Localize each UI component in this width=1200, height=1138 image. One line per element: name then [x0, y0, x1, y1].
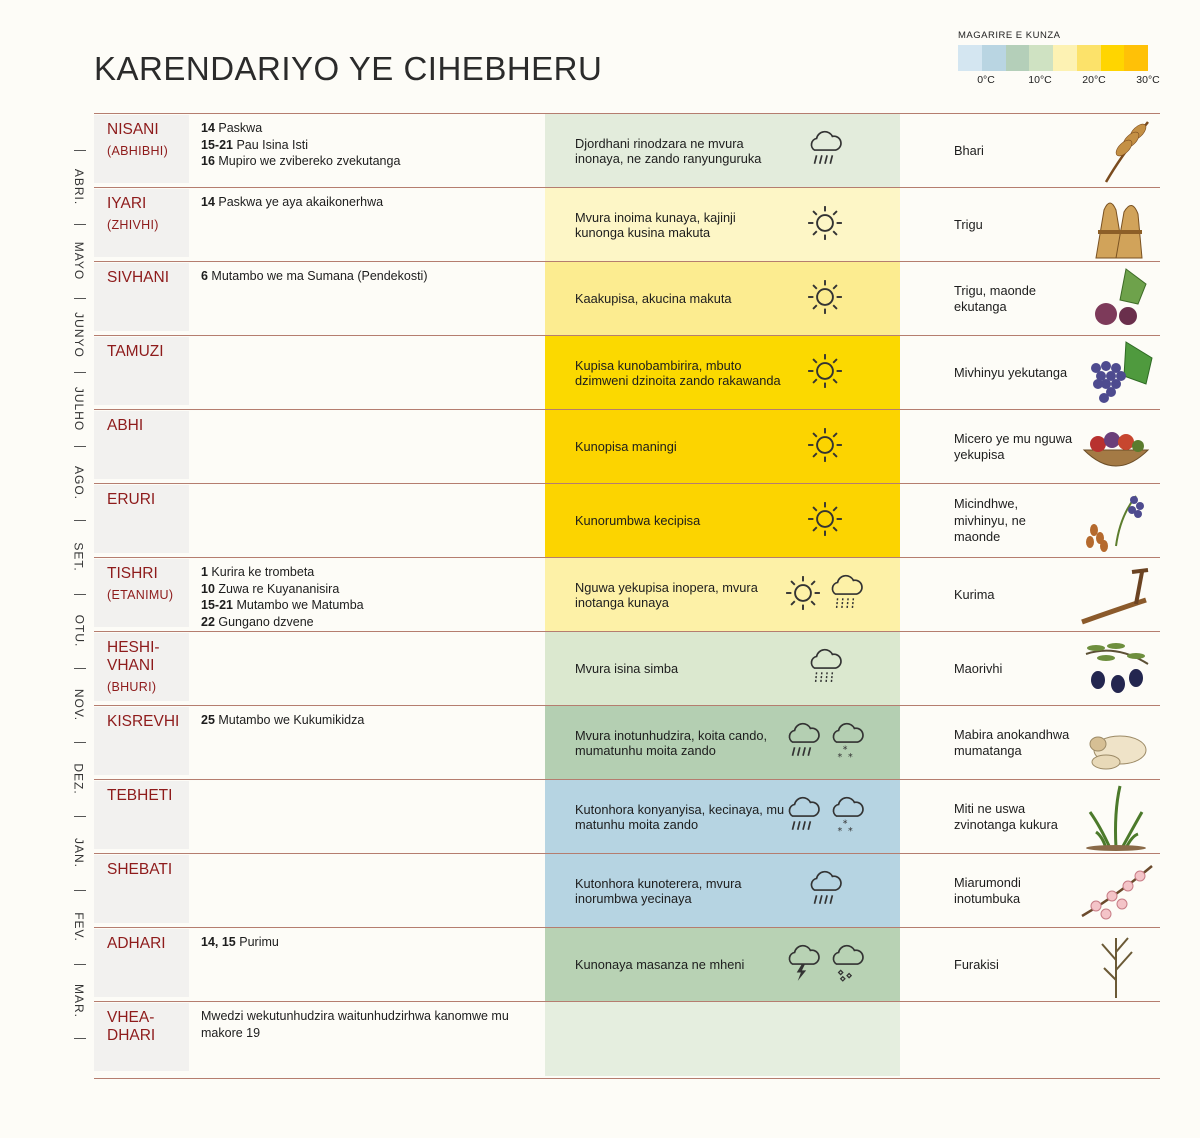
gregorian-month: [64, 379, 94, 439]
festival-item: [201, 564, 536, 581]
agriculture-description: Trigu, maonde ekutanga: [954, 282, 1037, 314]
festival-date: 14: [201, 195, 215, 209]
festival-name: Mutambo we ma Sumana (Pendekosti): [207, 269, 428, 283]
legend-tick-label: 30°C: [1136, 74, 1160, 86]
gregorian-month: [64, 157, 94, 217]
gregorian-month-label: AGO.: [72, 465, 87, 501]
gregorian-month-label: MAR.: [72, 984, 86, 1018]
agriculture-description: Miarumondi inotumbuka: [954, 874, 1021, 906]
snow-cloud-icon: [827, 721, 867, 766]
gregorian-month: [64, 749, 94, 809]
festival-date: 14: [201, 121, 215, 135]
calendar-row: [94, 335, 1160, 410]
hebrew-month-name: [107, 195, 187, 234]
festival-item: [201, 137, 536, 154]
month-divider-tick: [74, 224, 86, 225]
legend-swatch: [982, 45, 1006, 71]
festival-name: Zuwa re Kuyananisira: [214, 581, 340, 596]
weather-icons: [775, 854, 875, 928]
hebrew-month-label: KISREVHI: [107, 713, 180, 730]
sun-icon: [806, 352, 844, 395]
svg-text:*: *: [842, 744, 848, 756]
month-divider-tick: [74, 298, 86, 299]
hebrew-month-cell: [94, 1003, 189, 1071]
festival-item: [201, 581, 536, 598]
hebrew-month-label: SHEBATI: [107, 861, 173, 878]
weather-cell: [545, 484, 900, 558]
gregorian-month-label: JAN.: [72, 837, 87, 869]
weather-description: Kaakupisa, akucina makuta: [575, 291, 732, 307]
weather-icons: [775, 188, 875, 262]
rain-cloud-icon: [805, 129, 845, 174]
plow-icon: [1076, 560, 1156, 630]
weather-cell: [545, 558, 900, 632]
gregorian-month-label: FEV.: [71, 912, 86, 942]
gregorian-month-label: MAYO: [72, 241, 87, 281]
gregorian-month-label: ABRI.: [72, 168, 86, 206]
agriculture-description: Micindhwe, mivhinyu, ne maonde: [954, 496, 1026, 545]
calendar-row: [94, 113, 1160, 188]
hebrew-month-label: ADHARI: [107, 935, 166, 952]
weather-cell: [545, 1002, 900, 1076]
month-divider-tick: [74, 150, 86, 151]
weather-description: Mvura inoima kunaya, kajinji kunonga kusina makuta: [575, 209, 736, 240]
festival-name: Gungano dzvene: [214, 614, 314, 629]
svg-text:*: *: [848, 751, 853, 761]
festival-item: [201, 614, 536, 631]
weather-description: Kutonhora konyanyisa, kecinaya, mu matunhu moita zando: [575, 801, 785, 832]
month-divider-tick: [74, 668, 86, 669]
weather-icons: [775, 336, 875, 410]
almond-blossom-icon: [1076, 856, 1156, 926]
gregorian-month-label: JULHO: [72, 386, 86, 432]
month-divider-tick: [74, 890, 86, 891]
drizzle-cloud-icon: [826, 573, 866, 618]
month-divider-tick: [74, 816, 86, 817]
sun-icon: [806, 426, 844, 469]
gregorian-month: [64, 527, 94, 587]
hebrew-month-cell: [94, 189, 189, 257]
month-divider-tick: [74, 372, 86, 373]
agriculture-description: Micero ye mu nguwa yekupisa: [954, 430, 1073, 462]
svg-text:*: *: [837, 751, 843, 761]
festival-item: [201, 1008, 536, 1041]
hebrew-month-name: [107, 269, 187, 287]
gregorian-month: [64, 231, 94, 291]
legend-title: MAGARIRE E KUNZA: [958, 30, 1061, 41]
gregorian-month: [64, 971, 94, 1031]
svg-text:*: *: [842, 818, 848, 830]
agriculture-description: Miti ne uswa zvinotanga kukura: [954, 800, 1058, 832]
gregorian-month: [64, 897, 94, 957]
weather-cell: [545, 410, 900, 484]
agriculture-description: Trigu: [954, 216, 983, 232]
barley-icon: [1076, 116, 1156, 186]
hebrew-month-label: SIVHANI: [107, 269, 170, 286]
hebrew-month-cell: [94, 855, 189, 923]
festival-list: [201, 934, 536, 951]
grapes-icon: [1076, 338, 1156, 408]
gregorian-month-label: OTU.: [72, 614, 87, 648]
festival-item: [201, 597, 536, 614]
festival-name: Purimu: [235, 935, 279, 949]
festival-name: Paskwa: [214, 121, 263, 135]
weather-icons: [775, 114, 875, 188]
storm-cloud-icon: [783, 943, 823, 988]
calendar-row: [94, 705, 1160, 780]
hebrew-month-alt-name: (ETANIMU): [107, 588, 174, 602]
weather-icons: [775, 632, 875, 706]
hebrew-month-name: [107, 639, 187, 696]
gregorian-month-label: NOV.: [72, 688, 86, 722]
agriculture-description: Kurima: [954, 586, 995, 602]
wheat-sheaf-icon: [1076, 190, 1156, 260]
festival-date: 1: [201, 565, 208, 579]
fruit-basket-icon: [1076, 412, 1156, 482]
legend-swatch: [958, 45, 982, 71]
hebrew-month-alt-name: (ABHIBHI): [107, 144, 169, 158]
hebrew-month-name: [107, 1009, 187, 1045]
weather-cell: [545, 854, 900, 928]
legend-swatch: [1006, 45, 1030, 71]
fig-icon: [1076, 264, 1156, 334]
festival-name: Mutambo we Matumba: [232, 598, 364, 612]
hebrew-month-cell: [94, 115, 189, 183]
sun-icon: [806, 204, 844, 247]
gregorian-month: [64, 823, 94, 883]
festival-item: [201, 268, 536, 285]
festival-list: [201, 564, 536, 630]
hebrew-month-label: TISHRI: [107, 565, 158, 582]
agriculture-description: Mivhinyu yekutanga: [954, 364, 1068, 380]
weather-cell: [545, 188, 900, 262]
festival-name: Kurira ke trombeta: [207, 565, 315, 579]
sun-icon: [806, 500, 844, 543]
gregorian-month-scale: [64, 150, 94, 1050]
weather-icons: [775, 410, 875, 484]
festival-item: [201, 712, 536, 729]
legend-color-bar: [958, 45, 1148, 71]
hebrew-month-cell: [94, 707, 189, 775]
hebrew-month-name: [107, 861, 187, 879]
festival-list: [201, 194, 536, 211]
hebrew-month-name: [107, 417, 187, 435]
hebrew-month-label: ERURI: [107, 491, 156, 508]
legend-tick-label: 0°C: [977, 74, 995, 86]
gregorian-month: [64, 453, 94, 513]
month-divider-tick: [74, 446, 86, 447]
agriculture-description: Bhari: [954, 142, 984, 158]
legend-swatch: [1101, 45, 1125, 71]
festival-date: 15-21: [201, 598, 233, 612]
sun-icon: [806, 278, 844, 321]
table-bottom-border: [94, 1078, 1160, 1079]
grass-icon: [1076, 782, 1156, 852]
hebrew-month-name: [107, 787, 187, 805]
festival-date: 14, 15: [201, 935, 236, 949]
hebrew-month-alt-name: (ZHIVHI): [107, 218, 159, 232]
festival-item: [201, 934, 536, 951]
hebrew-month-label: TAMUZI: [107, 343, 164, 360]
weather-icons: [775, 706, 875, 780]
legend-tick-label: 20°C: [1082, 74, 1106, 86]
drizzle-cloud-icon: [805, 647, 845, 692]
hebrew-month-cell: [94, 781, 189, 849]
gregorian-month-label: JUNYO: [72, 312, 87, 358]
weather-cell: [545, 706, 900, 780]
calendar-row: [94, 927, 1160, 1002]
festival-item: [201, 120, 536, 137]
calendar-row: [94, 779, 1160, 854]
festival-list: [201, 712, 536, 729]
rain-cloud-icon: [783, 721, 823, 766]
weather-icons: [775, 780, 875, 854]
temperature-legend: [958, 30, 1158, 88]
weather-description: Kunorumbwa kecipisa: [575, 513, 701, 529]
weather-cell: [545, 336, 900, 410]
month-divider-tick: [74, 1038, 86, 1039]
legend-swatch: [1053, 45, 1077, 71]
festival-name: Mwedzi wekutunhudzira waitunhudzirhwa kanomwe mu makore 19: [201, 1009, 509, 1040]
calendar-row: [94, 557, 1160, 632]
weather-cell: [545, 928, 900, 1002]
festival-item: [201, 194, 536, 211]
festival-name: Paskwa ye aya akaikonerhwa: [214, 195, 384, 209]
weather-description: Mvura isina simba: [575, 661, 679, 677]
weather-description: Kupisa kunobambirira, mbuto dzimweni dzinoita zando rakawanda: [575, 357, 781, 388]
hebrew-month-cell: [94, 929, 189, 997]
page-title: KARENDARIYO YE CIHEBHERU: [94, 50, 603, 87]
month-divider-tick: [74, 964, 86, 965]
weather-icons: [775, 928, 875, 1002]
hebrew-month-name: [107, 565, 187, 604]
gregorian-month-label: DEZ.: [72, 763, 86, 795]
svg-text:*: *: [848, 825, 853, 835]
hebrew-month-label: ABHI: [107, 417, 144, 434]
weather-cell: [545, 632, 900, 706]
agriculture-description: Furakisi: [954, 956, 999, 972]
hebrew-month-label: VHEA-DHARI: [107, 1009, 156, 1044]
weather-description: Kunopisa maningi: [575, 439, 677, 455]
hebrew-month-cell: [94, 559, 189, 627]
weather-icons: [775, 558, 875, 632]
legend-ticks: [958, 74, 1158, 88]
month-divider-tick: [74, 520, 86, 521]
agriculture-description: Maorivhi: [954, 660, 1003, 676]
weather-description: Nguwa yekupisa inopera, mvura inotanga kunaya: [575, 579, 758, 610]
weather-icons: [775, 484, 875, 558]
legend-swatch: [1124, 45, 1148, 71]
calendar-row: [94, 409, 1160, 484]
festival-date: 22: [201, 614, 215, 629]
gregorian-month-label: SET.: [72, 542, 86, 572]
hebrew-month-name: [107, 343, 187, 361]
weather-icons: [775, 262, 875, 336]
hebrew-month-label: NISANI: [107, 121, 159, 138]
festival-list: [201, 268, 536, 285]
hebrew-month-alt-name: (BHURI): [107, 680, 157, 694]
hebrew-month-name: [107, 713, 187, 731]
calendar-row: [94, 1001, 1160, 1076]
gregorian-month: [64, 305, 94, 365]
gregorian-month: [64, 675, 94, 735]
sheep-icon: [1076, 708, 1156, 778]
calendar-row: [94, 853, 1160, 928]
festival-name: Mutambo we Kukumikidza: [214, 713, 365, 727]
hebrew-month-cell: [94, 485, 189, 553]
calendar-row: [94, 187, 1160, 262]
festival-date: 10: [201, 581, 215, 596]
svg-text:*: *: [837, 825, 843, 835]
legend-swatch: [1029, 45, 1053, 71]
snow-cloud-icon: [827, 795, 867, 840]
legend-swatch: [1077, 45, 1101, 71]
hebrew-month-cell: [94, 263, 189, 331]
festival-name: Pau Isina Isti: [232, 137, 309, 152]
rain-cloud-icon: [805, 869, 845, 914]
dates-icon: [1076, 486, 1156, 556]
festival-date: 16: [201, 154, 215, 168]
weather-description: Djordhani rinodzara ne mvura inonaya, ne zando ranyunguruka: [575, 135, 762, 166]
weather-description: Kunonaya masanza ne mheni: [575, 957, 745, 973]
weather-description: Kutonhora kunoterera, mvura inorumbwa yecinaya: [575, 875, 742, 906]
calendar-row: [94, 631, 1160, 706]
weather-cell: [545, 114, 900, 188]
hebrew-month-label: TEBHETI: [107, 787, 173, 804]
hebrew-month-label: HESHI-VHANI: [107, 639, 160, 674]
month-divider-tick: [74, 594, 86, 595]
festival-date: 6: [201, 269, 208, 283]
festival-date: 15-21: [201, 137, 233, 152]
hebrew-month-cell: [94, 337, 189, 405]
gregorian-month: [64, 601, 94, 661]
olive-icon: [1076, 634, 1156, 704]
weather-cell: [545, 780, 900, 854]
sun-icon: [784, 574, 822, 617]
flax-icon: [1076, 930, 1156, 1000]
legend-tick-label: 10°C: [1028, 74, 1052, 86]
festival-name: Mupiro we zvibereko zvekutanga: [214, 154, 401, 168]
hebrew-month-name: [107, 121, 187, 160]
hebrew-month-cell: [94, 411, 189, 479]
agriculture-description: Mabira anokandhwa mumatanga: [954, 726, 1070, 758]
hebrew-month-name: [107, 935, 187, 953]
festival-item: [201, 153, 536, 170]
hebrew-month-label: IYARI: [107, 195, 147, 212]
hail-cloud-icon: [827, 943, 867, 988]
calendar-row: [94, 261, 1160, 336]
hebrew-month-cell: [94, 633, 189, 701]
calendar-row: [94, 483, 1160, 558]
weather-description: Mvura inotunhudzira, koita cando, mumatunhu moita zando: [575, 727, 768, 758]
festival-date: 25: [201, 713, 215, 727]
weather-cell: [545, 262, 900, 336]
rain-cloud-icon: [783, 795, 823, 840]
month-divider-tick: [74, 742, 86, 743]
hebrew-month-name: [107, 491, 187, 509]
festival-list: [201, 1008, 536, 1041]
festival-list: [201, 120, 536, 170]
